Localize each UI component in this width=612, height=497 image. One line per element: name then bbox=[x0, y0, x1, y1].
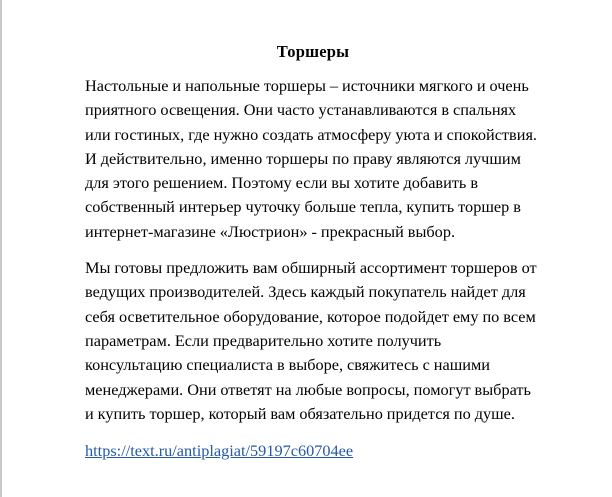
document-body bbox=[85, 40, 541, 462]
paragraph-1: Настольные и напольные торшеры – источники мягкого и очень приятного освещения. Они часто устанавливаются в спальнях или гостиных, где нужно создать атмосферу уюта и спокойствия. И действительно, именно торшеры по праву являются лучшим для этого решением. Поэтому если вы хотите добавить в собственный интерьер чуточку больше тепла, купить торшер в интернет-магазине «Люстрион» - прекрасный выбор. bbox=[85, 76, 537, 241]
page-title: Торшеры bbox=[276, 42, 350, 61]
paragraph-2: Мы готовы предложить вам обширный ассортимент торшеров от ведущих производителей. Здесь каждый покупатель найдет для себя осветительное оборудование, которое подойдет ему по всем параметрам. Если предварительно хотите получить консультацию специалиста в выборе, свяжитесь с нашими менеджерами. Они ответят на любые вопросы, помогут выбрать и купить торшер, который вам обязательно придется по душе. bbox=[85, 258, 537, 423]
antiplagiat-link-row bbox=[85, 440, 541, 462]
antiplagiat-link[interactable]: https://text.ru/antiplagiat/59197c60704ee bbox=[85, 441, 354, 461]
